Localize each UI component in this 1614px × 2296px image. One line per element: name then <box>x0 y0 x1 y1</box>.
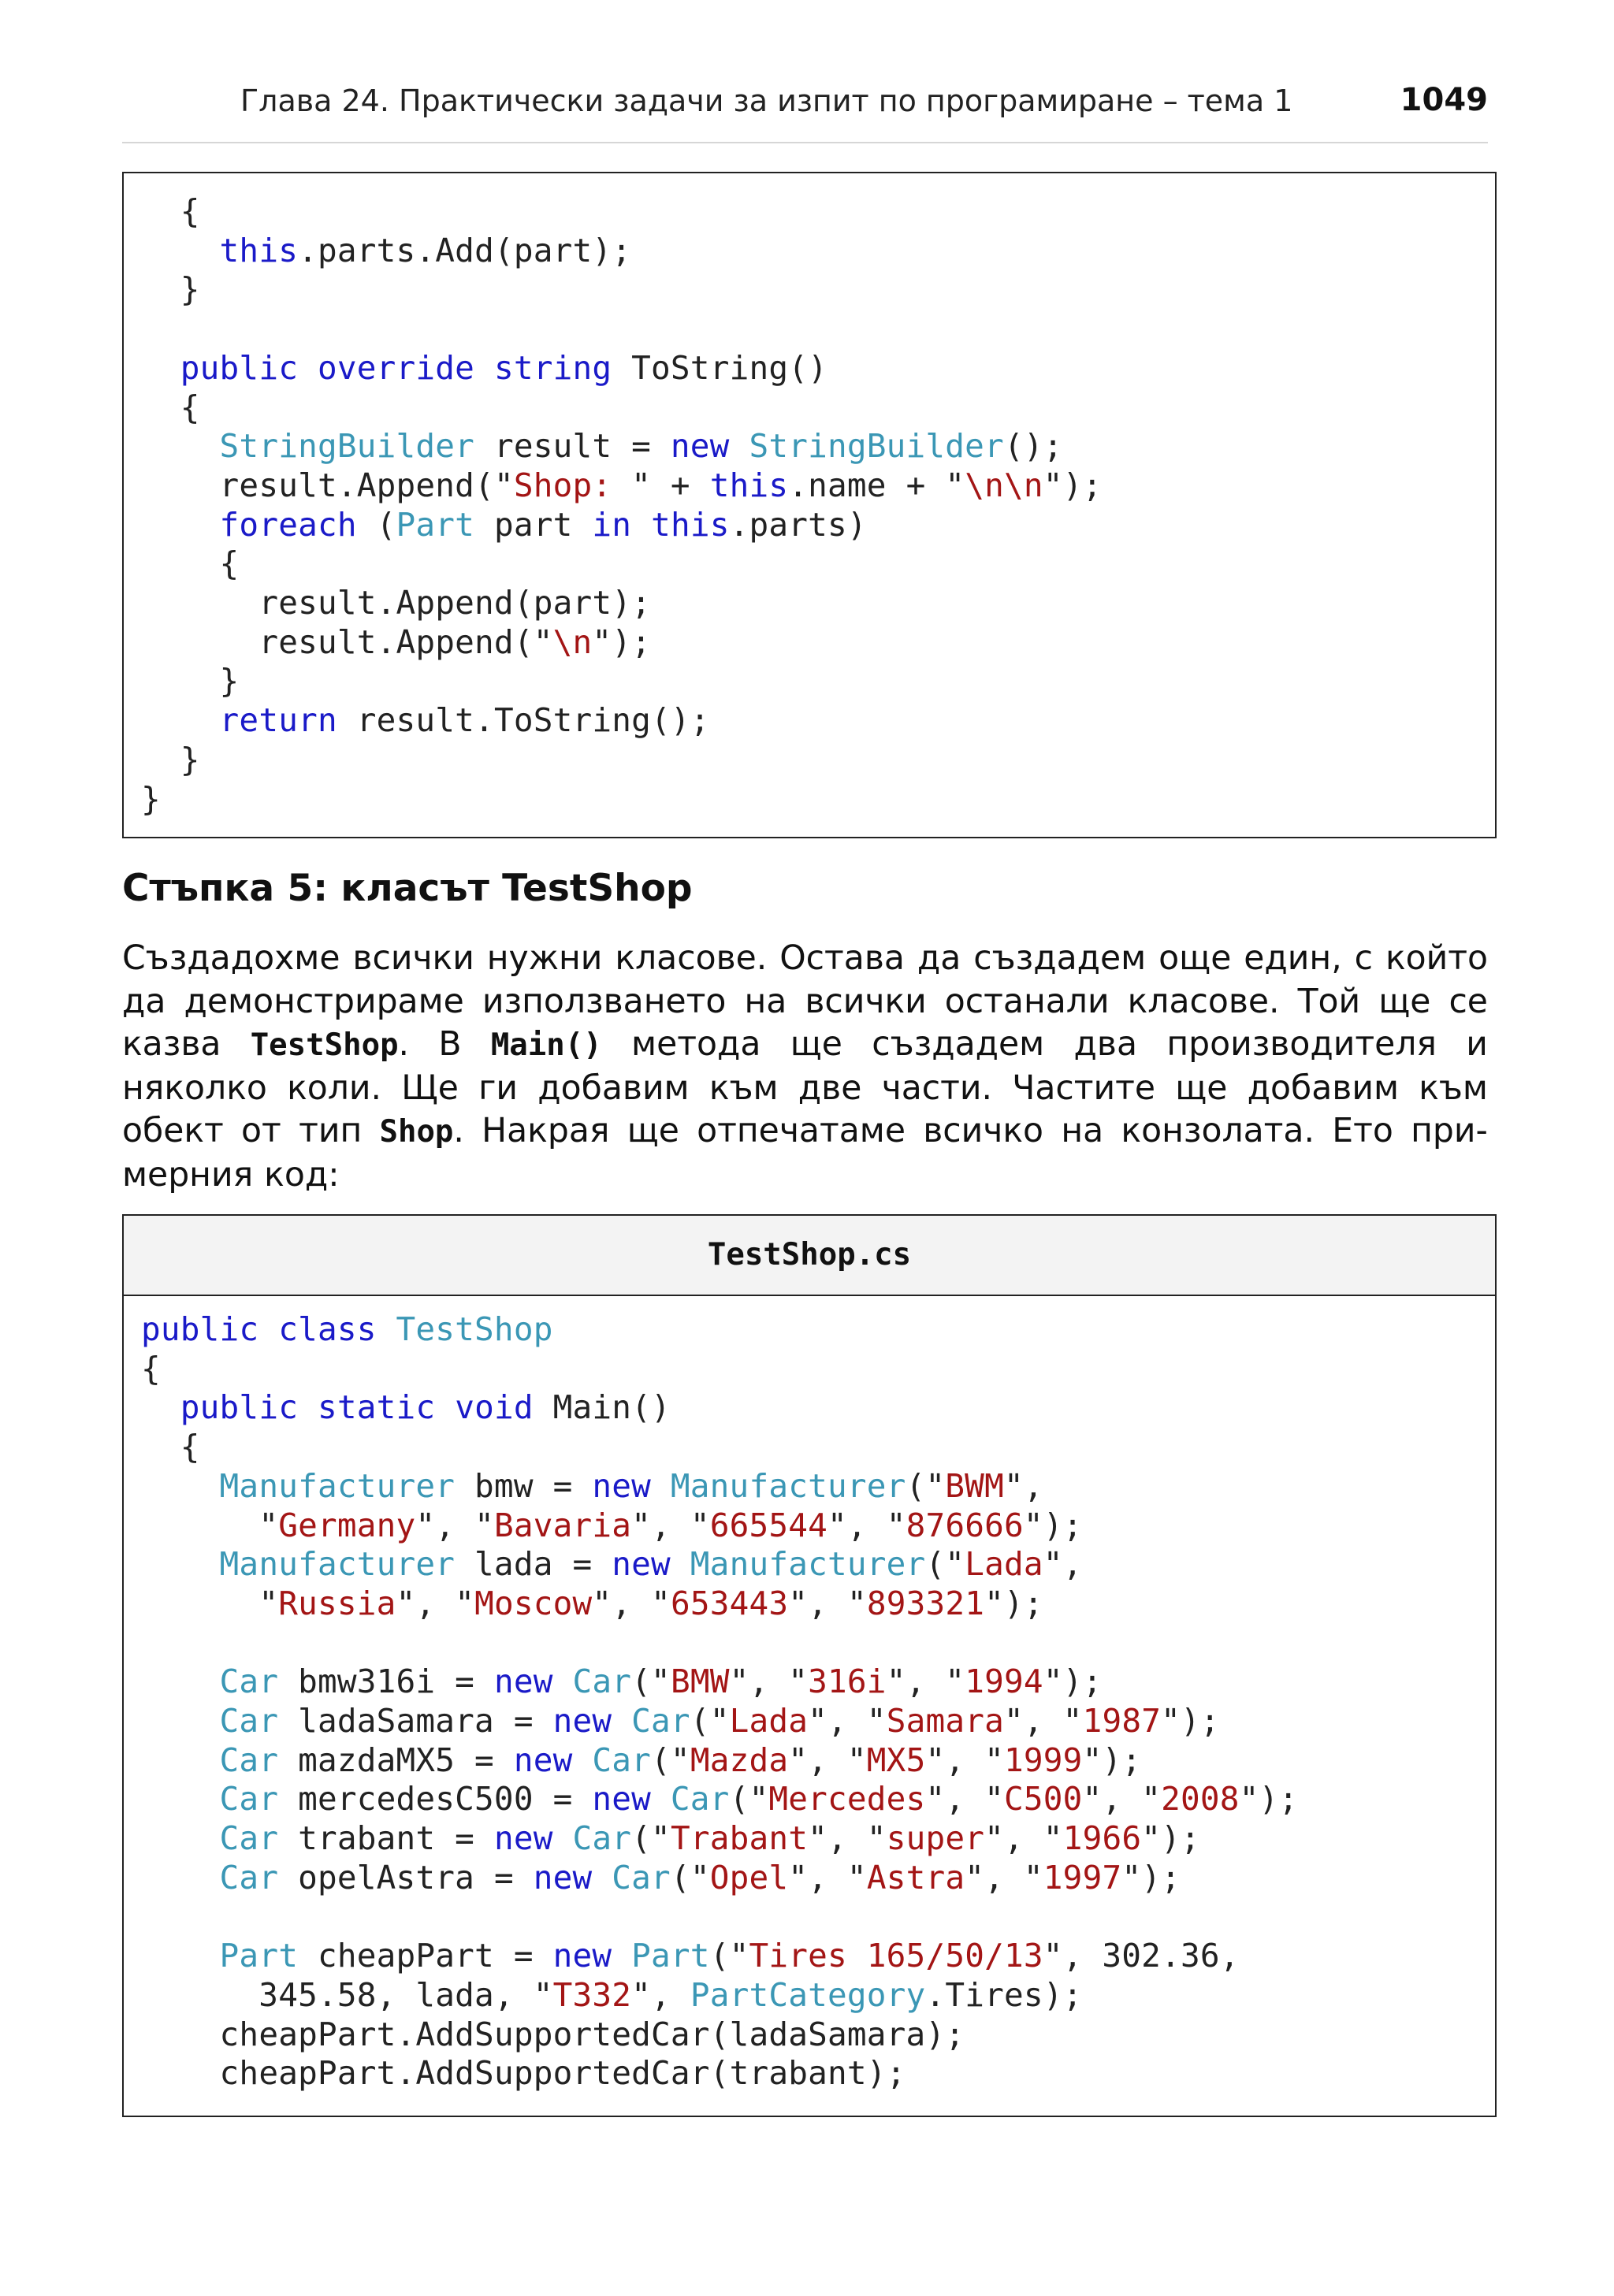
paragraph-word: две <box>798 1068 862 1108</box>
paragraph-word: ги <box>478 1068 519 1108</box>
paragraph-word: ще <box>1378 982 1431 1021</box>
paragraph-line <box>122 1068 1488 1111</box>
code-line: Car opelAstra = new Car("Opel", "Astra", "1997"); <box>219 1858 1181 1897</box>
paragraph-word: останали <box>944 982 1110 1021</box>
paragraph-line <box>122 1154 1488 1198</box>
code-line: 345.58, lada, "T332", PartCategory.Tires); <box>141 1975 1083 2014</box>
paragraph-word: Накрая <box>482 1112 610 1150</box>
paragraph-word: Създадохме <box>122 939 340 978</box>
chapter-title: Глава 24. Практически задачи за изпит по програмиране – тема 1 <box>240 84 1293 118</box>
paragraph-word: коли. <box>287 1068 382 1108</box>
code-line: public static void Main() <box>180 1388 671 1427</box>
paragraph-word: ще <box>627 1112 679 1150</box>
paragraph-word: Ще <box>401 1068 459 1108</box>
code-line: } <box>141 662 240 700</box>
code-line: { <box>141 388 200 426</box>
code-line: "Russia", "Moscow", "653443", "893321"); <box>258 1584 1043 1622</box>
code-line: Car trabant = new Car("Trabant", "super", "1966"); <box>219 1819 1200 1858</box>
paragraph-word: се <box>1449 982 1488 1021</box>
code-line: this.parts.Add(part); <box>219 231 632 269</box>
paragraph-word: отпечатаме <box>697 1112 906 1150</box>
paragraph-word: класове. <box>615 939 768 978</box>
code-listing <box>124 1296 1495 2094</box>
code-file-title: TestShop.cs <box>124 1216 1495 1296</box>
page-number: 1049 <box>1400 82 1488 118</box>
code-line: Manufacturer lada = new Manufacturer("Lada", <box>219 1545 1083 1584</box>
paragraph-word: части. <box>881 1068 993 1108</box>
paragraph-word: при- <box>1411 1112 1488 1150</box>
code-line: result.Append("\n"); <box>258 622 652 661</box>
paragraph-word: на <box>744 982 787 1021</box>
code-line: "Germany", "Bavaria", "665544", "876666"); <box>258 1506 1083 1544</box>
paragraph-word: Остава <box>779 939 905 978</box>
paragraph-word: Ето <box>1332 1112 1393 1150</box>
section-paragraph <box>122 938 1488 1197</box>
paragraph-line <box>122 1024 1488 1068</box>
paragraph-word: да <box>917 939 961 978</box>
code-line: } <box>141 740 200 778</box>
code-line: return result.ToString(); <box>219 701 710 740</box>
paragraph-word: всички <box>805 982 927 1021</box>
code-line: StringBuilder result = new StringBuilder(); <box>219 427 1063 466</box>
code-line: { <box>141 192 200 230</box>
paragraph-word: TestShop. <box>250 1025 410 1064</box>
code-line: } <box>141 779 161 818</box>
paragraph-word: един, <box>1244 939 1342 978</box>
paragraph-word: създадем <box>973 939 1147 978</box>
paragraph-line <box>122 938 1488 981</box>
code-line: Manufacturer bmw = new Manufacturer("BWM", <box>219 1466 1043 1505</box>
paragraph-word: два <box>1073 1025 1138 1064</box>
paragraph-word: с <box>1354 939 1374 978</box>
paragraph-word: демонстрираме <box>184 982 464 1021</box>
code-line: foreach (Part part in this.parts) <box>219 505 867 544</box>
paragraph-word: добавим <box>1247 1068 1400 1108</box>
code-line: Car ladaSamara = new Car("Lada", "Samara", "1987"); <box>219 1702 1220 1741</box>
paragraph-word: обект <box>122 1112 224 1150</box>
paragraph-word: производителя <box>1166 1025 1437 1064</box>
code-line: cheapPart.AddSupportedCar(trabant); <box>219 2054 906 2093</box>
paragraph-word <box>491 1024 602 1068</box>
paragraph-word: от <box>241 1112 281 1150</box>
paragraph-word: тип <box>299 1112 363 1150</box>
paragraph-word: Той <box>1297 982 1361 1021</box>
paragraph-line <box>122 1110 1488 1154</box>
code-line: { <box>141 544 240 583</box>
paragraph-word: В <box>438 1025 462 1064</box>
inline-code: TestShop <box>250 1027 399 1063</box>
paragraph-word: няколко <box>122 1068 267 1108</box>
paragraph-word: Shop. <box>379 1112 464 1150</box>
inline-code: Main() <box>490 1027 602 1063</box>
paragraph-word: код: <box>264 1155 340 1194</box>
paragraph-word: конзолата. <box>1121 1112 1315 1150</box>
code-line: Car mazdaMX5 = new Car("Mazda", "MX5", "1999"); <box>219 1741 1142 1779</box>
code-line: result.Append("Shop: " + this.name + "\n\n"); <box>219 466 1103 504</box>
paragraph-word: ще <box>1175 1068 1228 1108</box>
paragraph-word: още <box>1158 939 1232 978</box>
paragraph-word: добавим <box>537 1068 690 1108</box>
paragraph-line <box>122 981 1488 1024</box>
section-heading: Стъпка 5: класът TestShop <box>122 867 693 910</box>
paragraph-word: използването <box>482 982 727 1021</box>
paragraph-word: и <box>1466 1025 1488 1064</box>
paragraph-word: към <box>708 1068 779 1108</box>
paragraph-word: който <box>1385 939 1488 978</box>
code-line: public override string ToString() <box>180 348 828 387</box>
paragraph-word: към <box>1419 1068 1488 1108</box>
paragraph-word: ще <box>790 1025 842 1064</box>
inline-code: Shop <box>379 1114 454 1150</box>
code-block-shop-tostring <box>122 172 1497 838</box>
paragraph-word: всички <box>352 939 474 978</box>
paragraph-word: Частите <box>1012 1068 1156 1108</box>
paragraph-word: метода <box>631 1025 761 1064</box>
paragraph-word: да <box>122 982 166 1021</box>
code-line: { <box>141 1428 200 1466</box>
paragraph-word: създадем <box>872 1025 1045 1064</box>
code-block-testshop <box>122 1214 1497 2117</box>
code-line: Car mercedesC500 = new Car("Mercedes", "C500", "2008"); <box>219 1780 1299 1819</box>
paragraph-word: класове. <box>1127 982 1280 1021</box>
code-line: Car bmw316i = new Car("BMW", "316i", "1994"); <box>219 1663 1103 1701</box>
code-line: public class TestShop <box>141 1310 553 1348</box>
page-header <box>122 77 1488 143</box>
code-line: Part cheapPart = new Part("Tires 165/50/13", 302.36, <box>219 1937 1240 1975</box>
paragraph-word: казва <box>122 1025 221 1064</box>
paragraph-word: на <box>1061 1112 1104 1150</box>
paragraph-word: нужни <box>486 939 603 978</box>
code-listing <box>124 173 1495 819</box>
paragraph-word: всичко <box>923 1112 1044 1150</box>
code-line: cheapPart.AddSupportedCar(ladaSamara); <box>219 2015 965 2053</box>
paragraph-word: мерния <box>122 1155 254 1194</box>
code-line: } <box>141 270 200 309</box>
code-line: result.Append(part); <box>258 584 652 622</box>
code-line: { <box>141 1349 161 1388</box>
